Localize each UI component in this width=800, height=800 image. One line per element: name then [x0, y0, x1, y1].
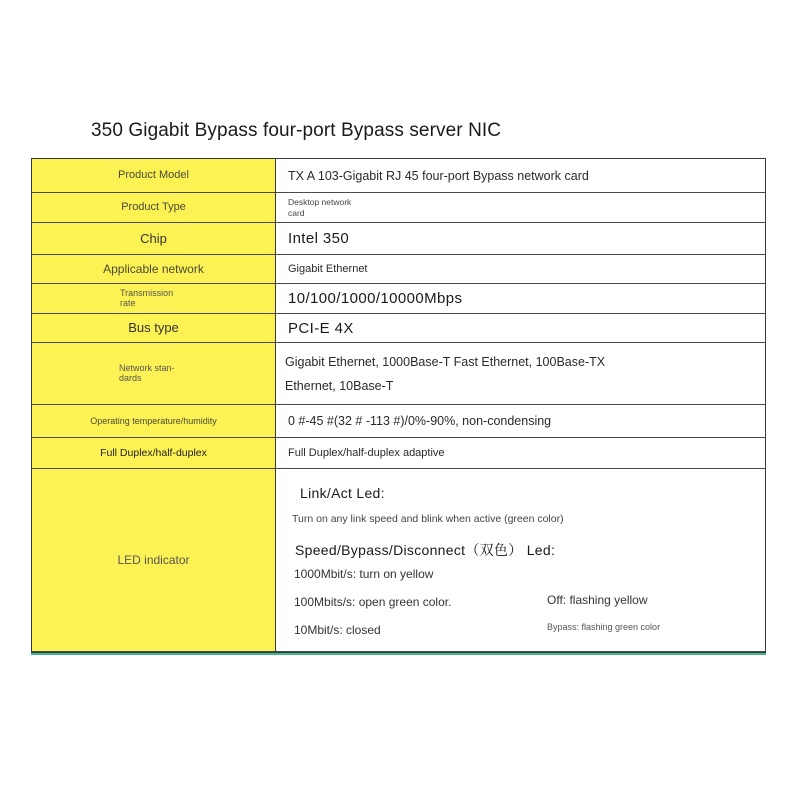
label-transmission-rate: Transmission rate	[32, 284, 276, 314]
led-link-act-heading: Link/Act Led:	[300, 485, 385, 501]
led-off-status: Off: flashing yellow	[547, 593, 648, 607]
label-operating-temperature: Operating temperature/humidity	[32, 405, 276, 438]
value-duplex: Full Duplex/half-duplex adaptive	[276, 438, 765, 469]
value-transmission-rate: 10/100/1000/10000Mbps	[276, 284, 765, 314]
led-link-act-description: Turn on any link speed and blink when active (green color)	[292, 513, 564, 525]
label-led-indicator: LED indicator	[32, 469, 276, 652]
value-bus-type: PCI-E 4X	[276, 314, 765, 343]
led-speed-heading: Speed/Bypass/Disconnect（双色） Led:	[295, 542, 556, 558]
label-duplex: Full Duplex/half-duplex	[32, 438, 276, 469]
led-1000mbit-status: 1000Mbit/s: turn on yellow	[294, 567, 434, 581]
label-chip: Chip	[32, 223, 276, 255]
led-bypass-status: Bypass: flashing green color	[547, 622, 661, 632]
value-product-model: TX A 103-Gigabit RJ 45 four-port Bypass network card	[276, 159, 765, 193]
value-chip: Intel 350	[276, 223, 765, 255]
label-bus-type: Bus type	[32, 314, 276, 343]
value-operating-temperature: 0 #-45 #(32 # -113 #)/0%-90%, non-condensing	[276, 405, 765, 438]
value-product-type: Desktop network card	[276, 193, 765, 223]
led-10mbit-status: 10Mbit/s: closed	[294, 623, 381, 637]
label-product-model: Product Model	[32, 159, 276, 193]
led-100mbit-status: 100Mbits/s: open green color.	[294, 595, 452, 609]
page-title: 350 Gigabit Bypass four-port Bypass server NIC	[91, 120, 502, 141]
value-applicable-network: Gigabit Ethernet	[276, 255, 765, 284]
spec-table	[31, 158, 766, 653]
value-led-indicator	[276, 469, 765, 652]
value-network-standards: Gigabit Ethernet, 1000Base-T Fast Ethernet, 100Base-TX Ethernet, 10Base-T	[276, 343, 765, 405]
label-network-standards: Network stan- dards	[32, 343, 276, 405]
label-applicable-network: Applicable network	[32, 255, 276, 284]
label-product-type: Product Type	[32, 193, 276, 223]
